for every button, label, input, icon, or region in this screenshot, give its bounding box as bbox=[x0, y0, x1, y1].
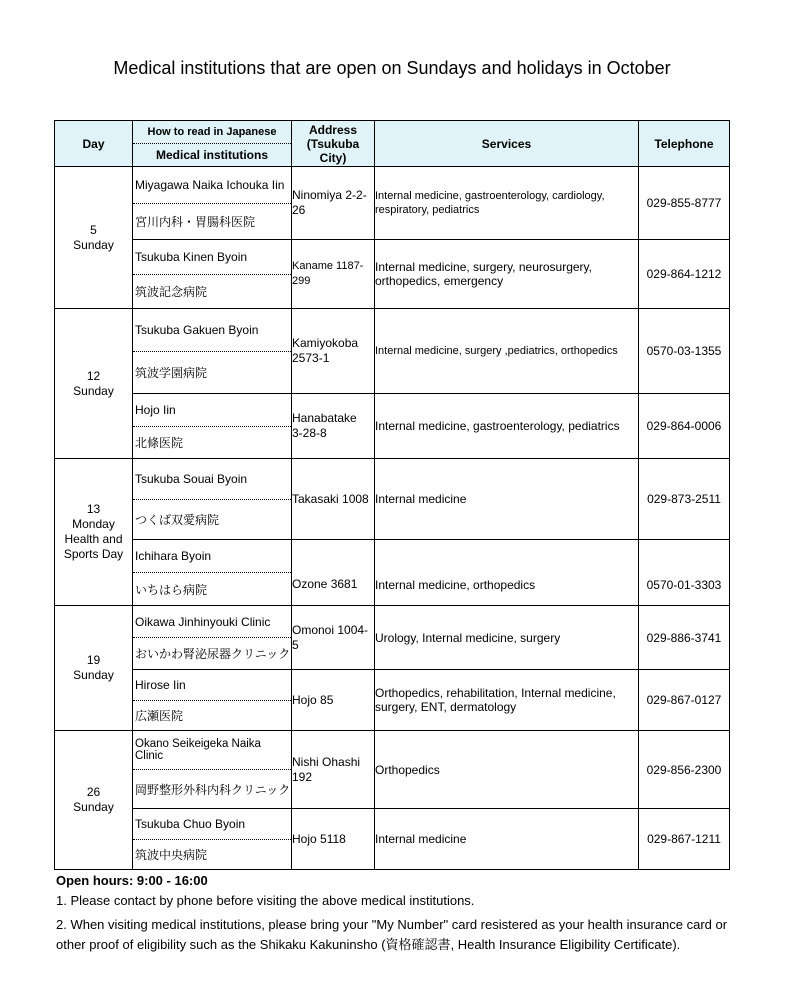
table-header-row bbox=[55, 121, 730, 167]
telephone-cell: 029-867-0127 bbox=[639, 670, 730, 731]
day-cell: 13 Monday Health and Sports Day bbox=[55, 459, 133, 606]
institution-name: Hirose Iin 広瀬医院 bbox=[133, 670, 292, 731]
open-hours: Open hours: 9:00 - 16:00 bbox=[56, 873, 208, 888]
note-2: 2. When visiting medical institutions, please bring your "My Number" card resistered as your health insurance card or other proof of eligibility such as the Shikaku Kakuninsho (資格確認書, Health Insurance Eligibility Certificate). bbox=[56, 917, 728, 952]
table-row bbox=[55, 809, 730, 870]
services-cell: Internal medicine, gastroenterology, pediatrics bbox=[375, 394, 639, 459]
address-cell: Takasaki 1008 bbox=[292, 459, 375, 540]
institutions-table bbox=[54, 120, 730, 870]
header-how-to-read: How to read in Japanese bbox=[133, 121, 291, 144]
address-cell: Ozone 3681 bbox=[292, 540, 375, 606]
telephone-cell: 0570-01-3303 bbox=[639, 540, 730, 606]
services-cell: Internal medicine, orthopedics bbox=[375, 540, 639, 606]
telephone-cell: 029-867-1211 bbox=[639, 809, 730, 870]
address-cell: Kamiyokoba 2573-1 bbox=[292, 309, 375, 394]
services-cell: Internal medicine bbox=[375, 809, 639, 870]
services-cell: Internal medicine, surgery ,pediatrics, orthopedics bbox=[375, 309, 639, 394]
table-row bbox=[55, 240, 730, 309]
address-cell: Hojo 85 bbox=[292, 670, 375, 731]
institution-name: Ichihara Byoin いちはら病院 bbox=[133, 540, 292, 606]
address-cell: Nishi Ohashi 192 bbox=[292, 731, 375, 809]
services-cell: Internal medicine, gastroenterology, cardiology, respiratory, pediatrics bbox=[375, 167, 639, 240]
day-cell: 19 Sunday bbox=[55, 606, 133, 731]
day-cell: 12 Sunday bbox=[55, 309, 133, 459]
telephone-cell: 029-855-8777 bbox=[639, 167, 730, 240]
address-cell: Ninomiya 2-2- 26 bbox=[292, 167, 375, 240]
telephone-cell: 0570-03-1355 bbox=[639, 309, 730, 394]
header-telephone: Telephone bbox=[639, 121, 730, 167]
table-row bbox=[55, 540, 730, 606]
institution-name: Tsukuba Kinen Byoin 筑波記念病院 bbox=[133, 240, 292, 309]
header-day: Day bbox=[55, 121, 133, 167]
note-1: 1. Please contact by phone before visiting the above medical institutions. bbox=[56, 893, 475, 908]
day-cell: 26 Sunday bbox=[55, 731, 133, 870]
institution-name: Tsukuba Souai Byoin つくば双愛病院 bbox=[133, 459, 292, 540]
services-cell: Internal medicine, surgery, neurosurgery, orthopedics, emergency bbox=[375, 240, 639, 309]
institution-name: Hojo Iin 北條医院 bbox=[133, 394, 292, 459]
services-cell: Orthopedics, rehabilitation, Internal medicine, surgery, ENT, dermatology bbox=[375, 670, 639, 731]
address-cell: Kaname 1187- 299 bbox=[292, 240, 375, 309]
services-cell: Urology, Internal medicine, surgery bbox=[375, 606, 639, 670]
table-row bbox=[55, 670, 730, 731]
page-title: Medical institutions that are open on Sundays and holidays in October bbox=[113, 58, 671, 78]
telephone-cell: 029-864-1212 bbox=[639, 240, 730, 309]
telephone-cell: 029-864-0006 bbox=[639, 394, 730, 459]
header-institutions bbox=[133, 121, 292, 167]
day-cell: 5 Sunday bbox=[55, 167, 133, 309]
header-medical-institutions: Medical institutions bbox=[155, 148, 268, 162]
table-row bbox=[55, 167, 730, 240]
telephone-cell: 029-873-2511 bbox=[639, 459, 730, 540]
institution-name: Tsukuba Gakuen Byoin 筑波学園病院 bbox=[133, 309, 292, 394]
table-row bbox=[55, 394, 730, 459]
telephone-cell: 029-886-3741 bbox=[639, 606, 730, 670]
header-services: Services bbox=[375, 121, 639, 167]
notes-section bbox=[56, 871, 746, 955]
telephone-cell: 029-856-2300 bbox=[639, 731, 730, 809]
table-row bbox=[55, 309, 730, 394]
table-row bbox=[55, 459, 730, 540]
table-row bbox=[55, 731, 730, 809]
services-cell: Orthopedics bbox=[375, 731, 639, 809]
services-cell: Internal medicine bbox=[375, 459, 639, 540]
institution-name: Tsukuba Chuo Byoin 筑波中央病院 bbox=[133, 809, 292, 870]
table-row bbox=[55, 606, 730, 670]
institution-name: Oikawa Jinhinyouki Clinic おいかわ腎泌尿器クリニック bbox=[133, 606, 292, 670]
institution-name: Okano Seikeigeka Naika Clinic 岡野整形外科内科クリニック bbox=[133, 731, 292, 809]
address-cell: Omonoi 1004- 5 bbox=[292, 606, 375, 670]
address-cell: Hanabatake 3-28-8 bbox=[292, 394, 375, 459]
institution-name: Miyagawa Naika Ichouka Iin 宮川内科・胃腸科医院 bbox=[133, 167, 292, 240]
header-address: Address (Tsukuba City) bbox=[292, 121, 375, 167]
address-cell: Hojo 5118 bbox=[292, 809, 375, 870]
